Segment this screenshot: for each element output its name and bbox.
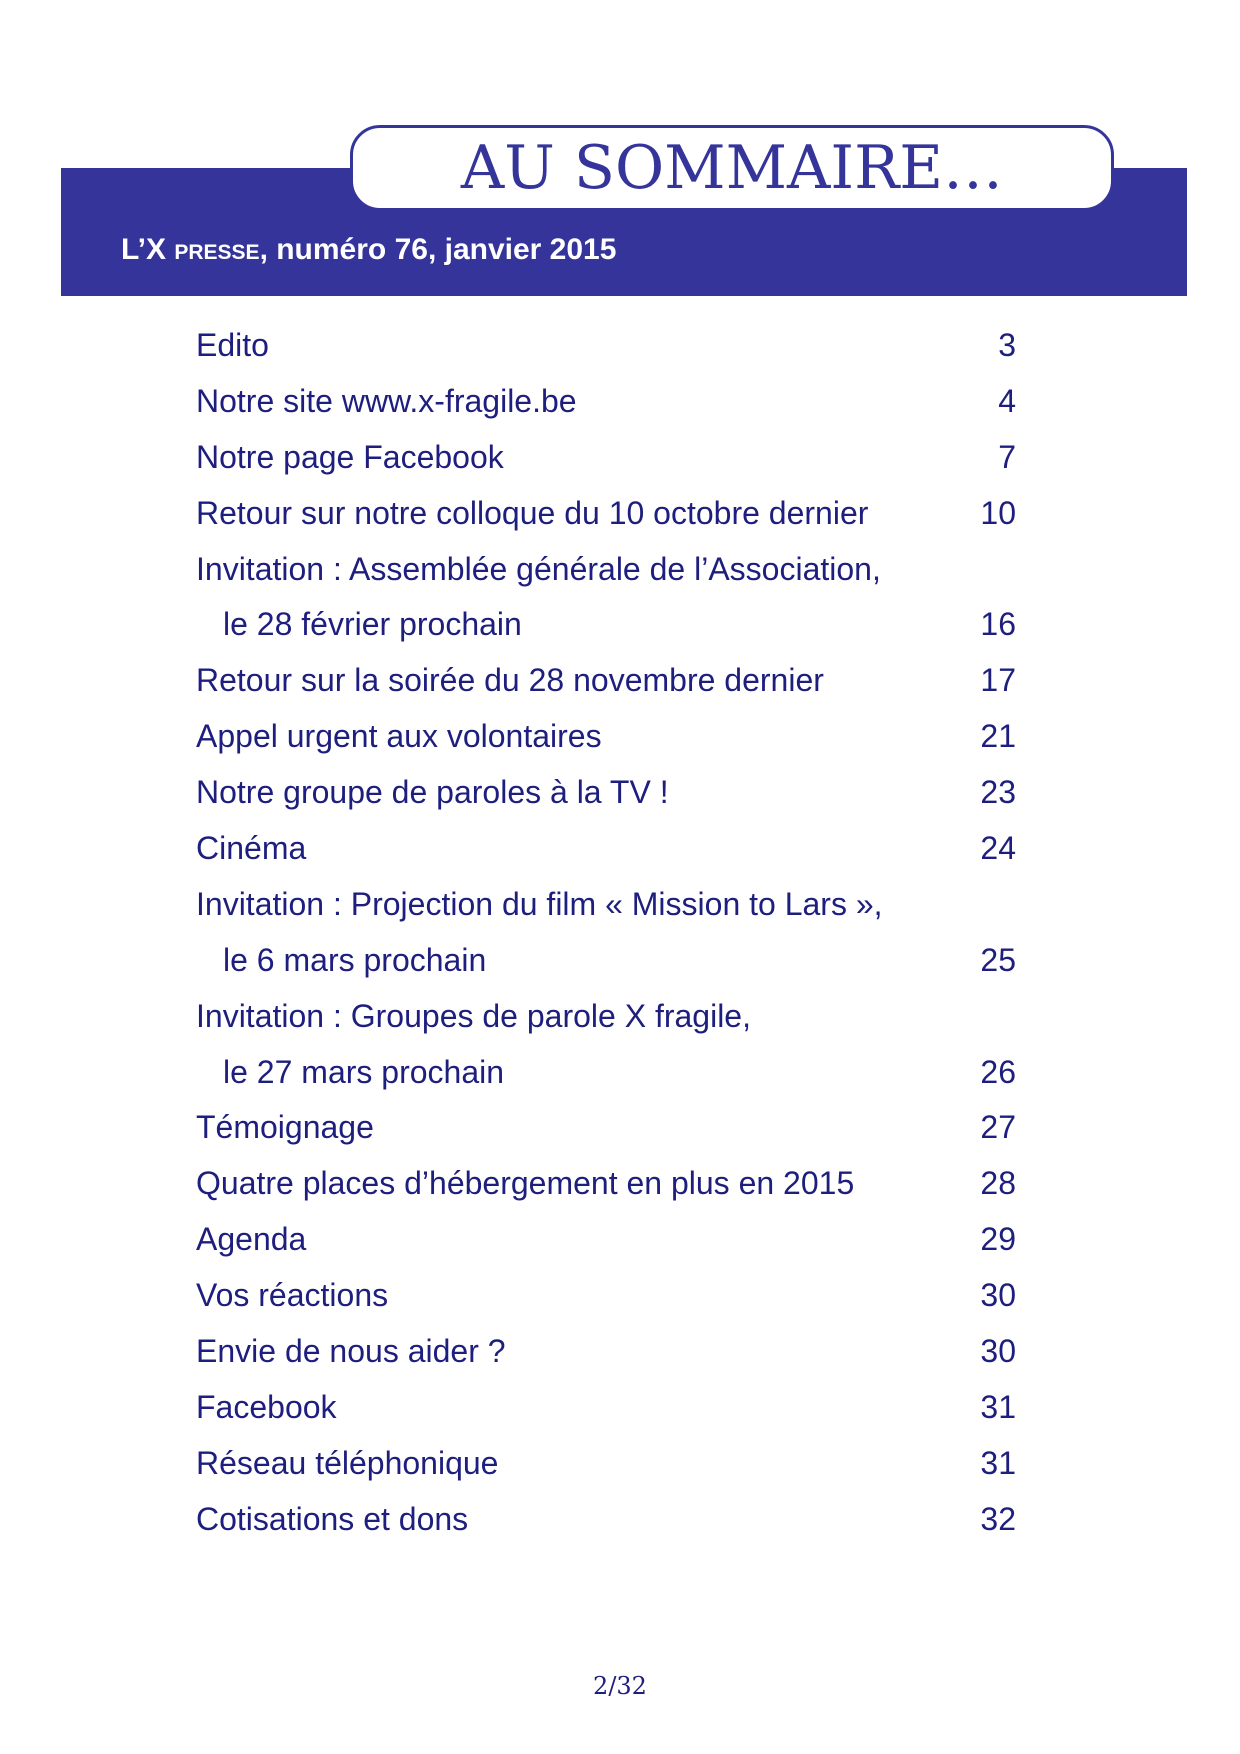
toc-entry-page: 28 (980, 1165, 1016, 1202)
toc-entry[interactable] (196, 486, 1016, 542)
toc-entry-title: Appel urgent aux volontaires (196, 718, 602, 755)
toc-entry-title: Facebook (196, 1388, 337, 1425)
toc-entry-title: le 27 mars prochain (223, 1053, 505, 1090)
toc-entry[interactable] (196, 1492, 1016, 1548)
toc-entry-title: Notre page Facebook (196, 438, 504, 475)
toc-entry-page: 10 (980, 494, 1016, 531)
toc-entry[interactable] (196, 1156, 1016, 1212)
toc-entry[interactable] (196, 374, 1016, 430)
toc-entry-page: 7 (998, 438, 1016, 475)
subtitle-prefix: L’X (121, 233, 175, 266)
toc-entry-page: 23 (980, 774, 1016, 811)
toc-entry-title: Retour sur la soirée du 28 novembre dernier (196, 662, 824, 699)
toc-entry-title: Témoignage (196, 1109, 374, 1146)
toc-entry[interactable] (196, 709, 1016, 765)
toc-entry-title: Retour sur notre colloque du 10 octobre dernier (196, 494, 869, 531)
toc-entry-page: 3 (998, 327, 1016, 363)
toc-entry-page: 29 (980, 1221, 1016, 1258)
title-box (350, 125, 1114, 211)
table-of-contents (196, 318, 1016, 1548)
toc-entry-title: Notre groupe de paroles à la TV ! (196, 774, 669, 811)
toc-entry-page: 30 (980, 1333, 1016, 1370)
toc-entry-page: 26 (980, 1053, 1016, 1090)
toc-entry[interactable] (196, 1436, 1016, 1492)
toc-entry[interactable] (196, 1324, 1016, 1380)
toc-entry-title: Vos réactions (196, 1277, 389, 1314)
subtitle-smallcaps: presse (174, 233, 260, 266)
toc-entry[interactable] (196, 653, 1016, 709)
page-title: AU SOMMAIRE… (460, 133, 1004, 203)
toc-entry[interactable] (196, 989, 1016, 1045)
toc-entry-title: le 28 février prochain (223, 606, 522, 643)
toc-entry-title: Envie de nous aider ? (196, 1333, 506, 1370)
page-number: 2/32 (593, 1672, 647, 1700)
toc-entry-page: 31 (980, 1444, 1016, 1481)
toc-entry-title: Invitation : Assemblée générale de l’Association, (196, 550, 881, 587)
toc-entry-title: Cinéma (196, 830, 307, 867)
toc-entry[interactable] (196, 1212, 1016, 1268)
toc-entry[interactable] (196, 318, 1016, 374)
toc-entry-continuation[interactable] (196, 933, 1016, 989)
toc-entry-title: Notre site www.x-fragile.be (196, 382, 577, 419)
toc-entry-page: 16 (980, 606, 1016, 643)
toc-entry-title: Invitation : Groupes de parole X fragile, (196, 997, 751, 1034)
toc-entry[interactable] (196, 1268, 1016, 1324)
toc-entry[interactable] (196, 1380, 1016, 1436)
toc-entry-title: Edito (196, 327, 269, 363)
toc-entry-page: 31 (980, 1388, 1016, 1425)
issue-subtitle (121, 226, 616, 274)
toc-entry-title: le 6 mars prochain (223, 941, 487, 978)
toc-entry-page: 21 (980, 718, 1016, 755)
toc-entry-page: 4 (998, 382, 1016, 419)
toc-entry-title: Réseau téléphonique (196, 1444, 499, 1481)
toc-entry-page: 27 (980, 1109, 1016, 1146)
toc-entry[interactable] (196, 821, 1016, 877)
toc-entry-page: 24 (980, 830, 1016, 867)
toc-entry-page: 32 (980, 1500, 1016, 1537)
toc-entry[interactable] (196, 430, 1016, 486)
toc-entry[interactable] (196, 877, 1016, 933)
toc-entry-title: Cotisations et dons (196, 1500, 469, 1537)
toc-entry[interactable] (196, 1100, 1016, 1156)
toc-entry-continuation[interactable] (196, 1045, 1016, 1101)
toc-entry[interactable] (196, 765, 1016, 821)
toc-entry-page: 30 (980, 1277, 1016, 1314)
toc-entry-title: Invitation : Projection du film « Mission to Lars », (196, 885, 883, 922)
toc-entry-title: Agenda (196, 1221, 307, 1258)
toc-entry-title: Quatre places d’hébergement en plus en 2015 (196, 1165, 855, 1202)
toc-entry-page: 25 (980, 941, 1016, 978)
toc-entry-page: 17 (980, 662, 1016, 699)
toc-entry-continuation[interactable] (196, 597, 1016, 653)
subtitle-suffix: , numéro 76, janvier 2015 (259, 233, 617, 266)
toc-entry[interactable] (196, 542, 1016, 598)
